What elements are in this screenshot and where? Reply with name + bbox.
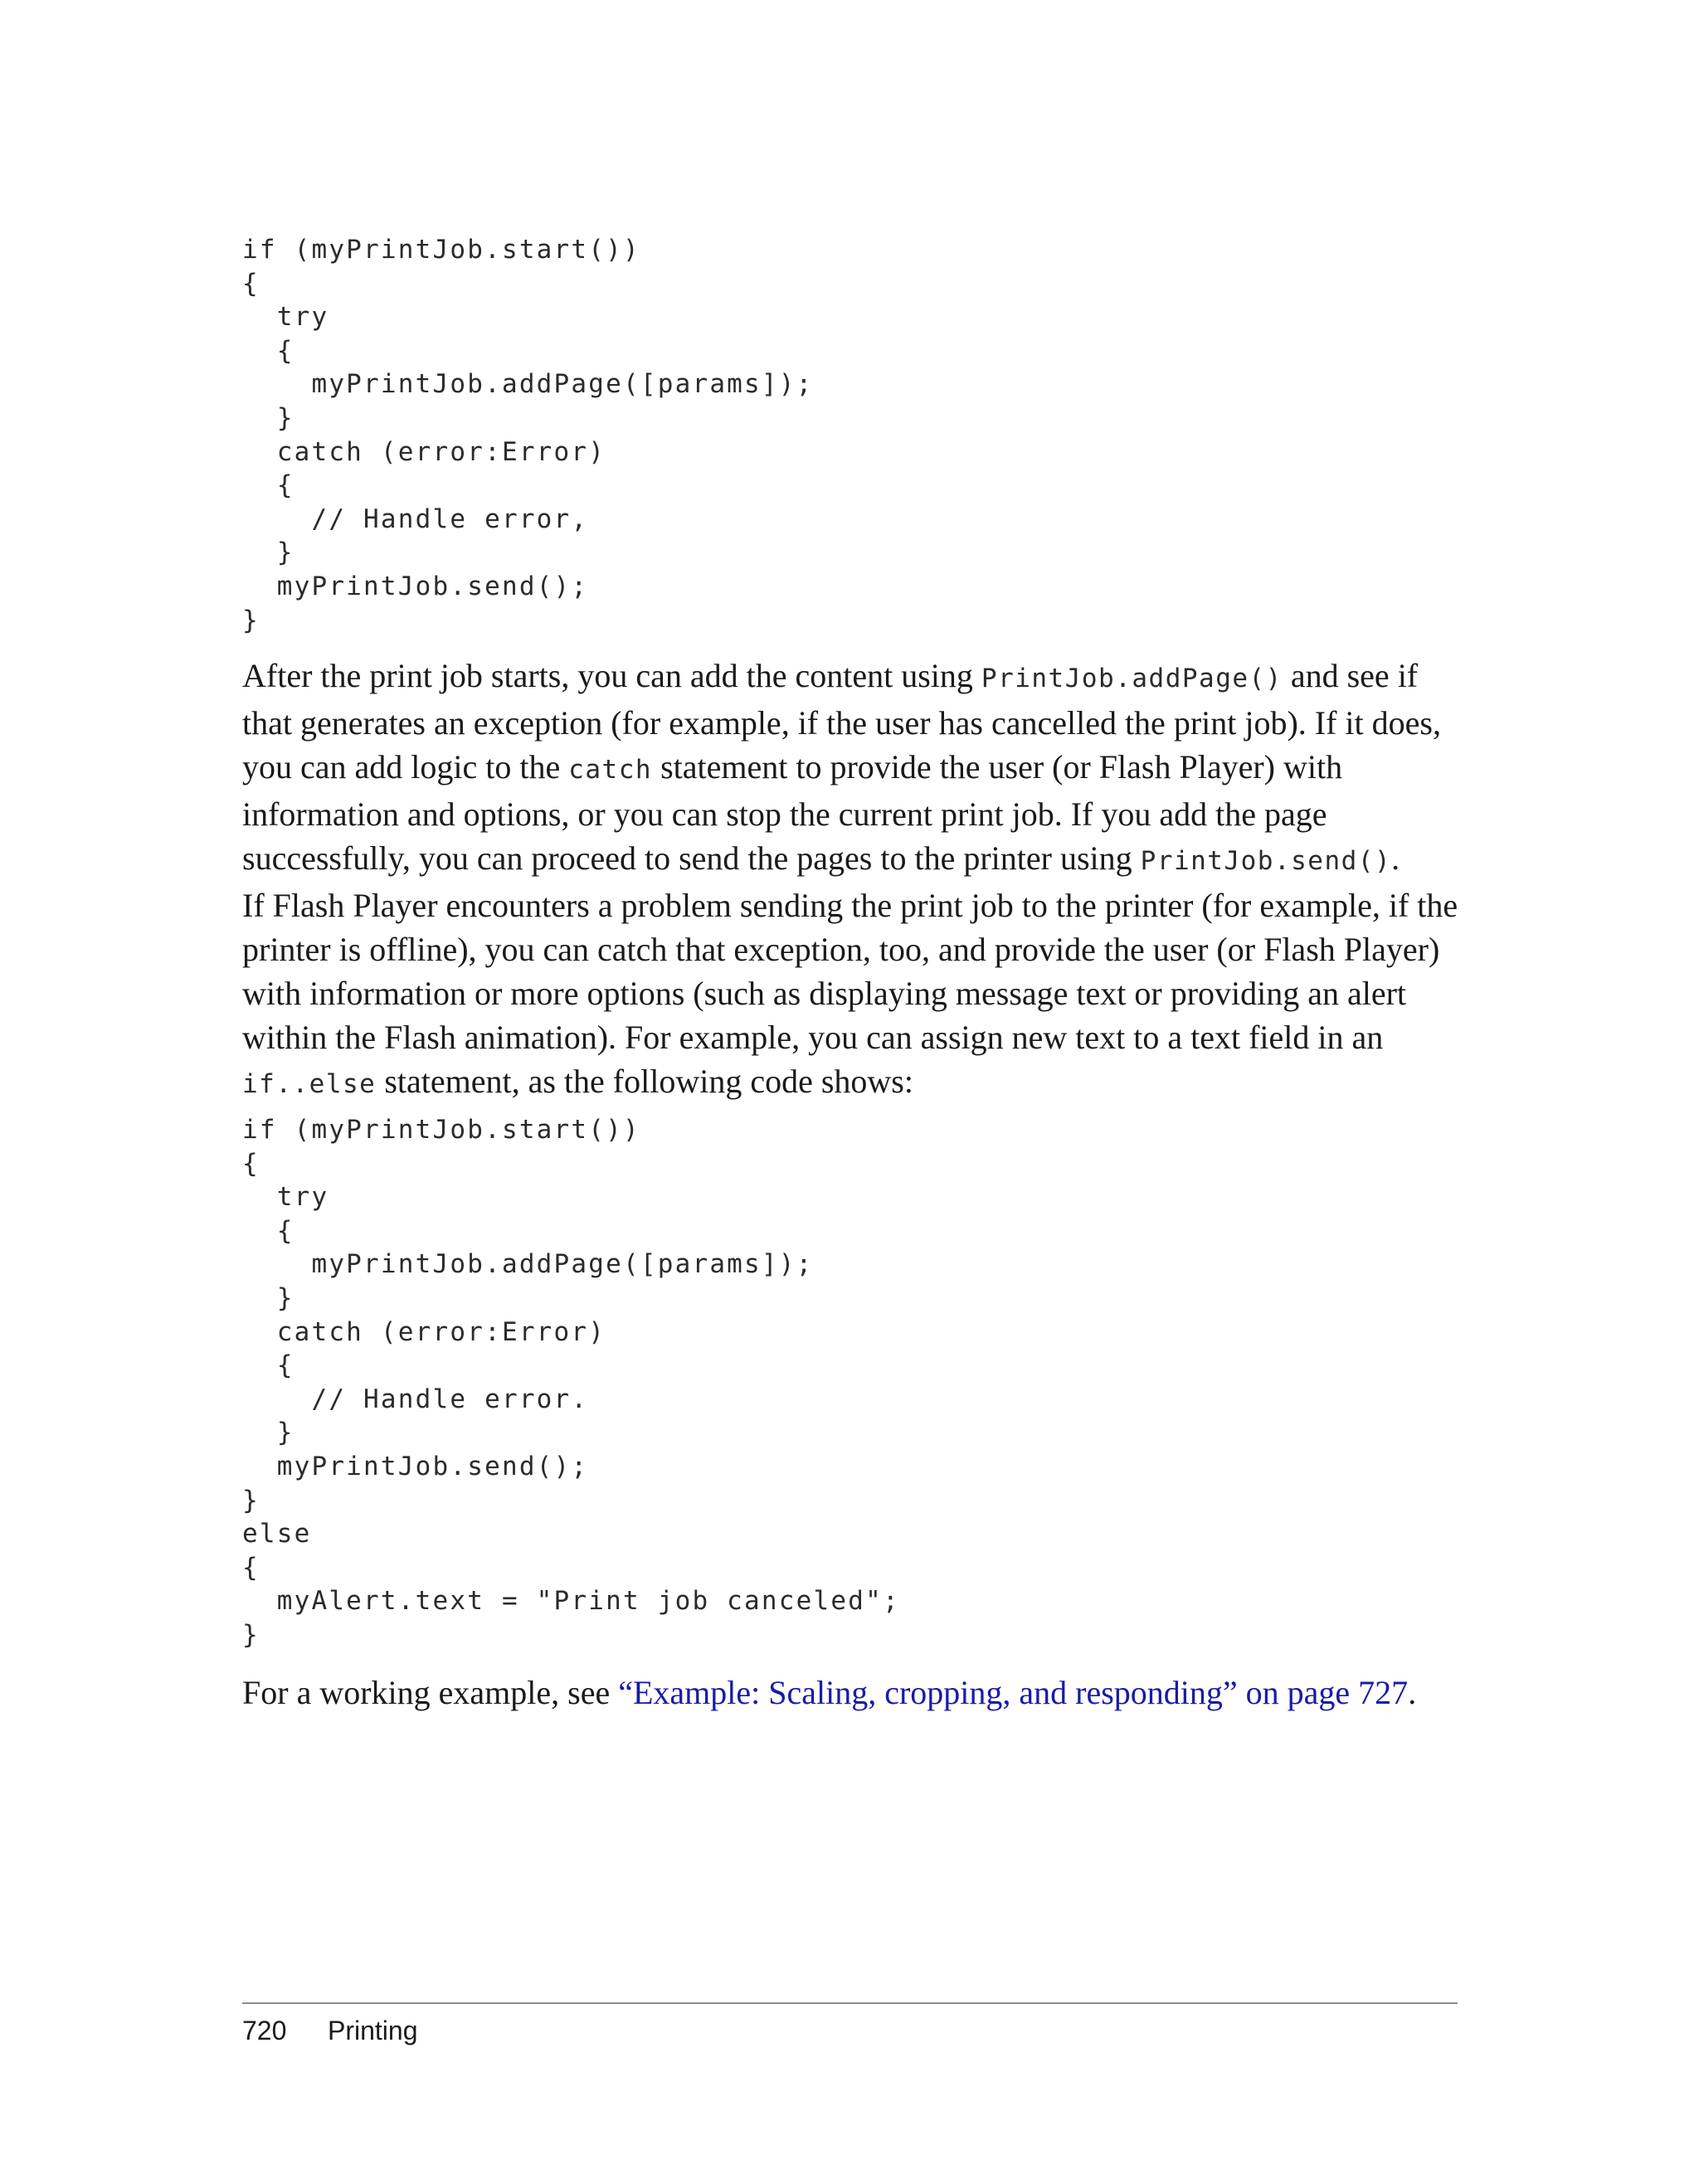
inline-code: PrintJob.send() bbox=[1140, 846, 1392, 876]
paragraph-print-job-start bbox=[242, 654, 1462, 883]
paragraph-text: If Flash Player encounters a problem sending the print job to the printer (for example, if the printer is offline), you can catch that exception, too, and provide the user (or Flash Player) with information or more options (such as displaying message text or providing an alert within the Flash animation). For example, you can assign new text to a text field in an bbox=[242, 887, 1458, 1056]
paragraph-text: and see if that generates an exception (for example, if the user has cancelled the print job). If it does, you can add logic to the bbox=[242, 657, 1441, 786]
inline-code: if..else bbox=[242, 1069, 377, 1099]
code-block-2: if (myPrintJob.start()) { try { myPrintJob.addPage([params]); } catch (error:Error) { // Handle error. } myPrintJob.send(); } else { myAlert.text = "Print job canceled"; } bbox=[242, 1115, 900, 1650]
inline-code: PrintJob.addPage() bbox=[981, 664, 1283, 693]
paragraph-text: . bbox=[1408, 1674, 1417, 1711]
page-number: 720 bbox=[242, 2016, 287, 2045]
paragraph-text: statement, as the following code shows: bbox=[376, 1063, 913, 1100]
paragraph-text: For a working example, see bbox=[242, 1674, 619, 1711]
paragraph-working-example bbox=[242, 1671, 1462, 1715]
paragraph-text: . bbox=[1391, 839, 1400, 877]
paragraph-printer-problem bbox=[242, 883, 1462, 1107]
paragraph-text: After the print job starts, you can add the content using bbox=[242, 657, 981, 694]
section-title: Printing bbox=[328, 2016, 418, 2045]
cross-reference-link[interactable]: “Example: Scaling, cropping, and responding” on page 727 bbox=[618, 1674, 1409, 1711]
code-block-1: if (myPrintJob.start()) { try { myPrintJob.addPage([params]); } catch (error:Error) { // Handle error, } myPrintJob.send(); } bbox=[242, 235, 814, 635]
paragraph-text: statement to provide the user (or Flash Player) with information and options, or you can stop the current print job. If you add the page successfully, you can proceed to send the pages to the printer using bbox=[242, 748, 1343, 877]
inline-code: catch bbox=[568, 755, 653, 785]
footer-divider bbox=[242, 2002, 1458, 2004]
